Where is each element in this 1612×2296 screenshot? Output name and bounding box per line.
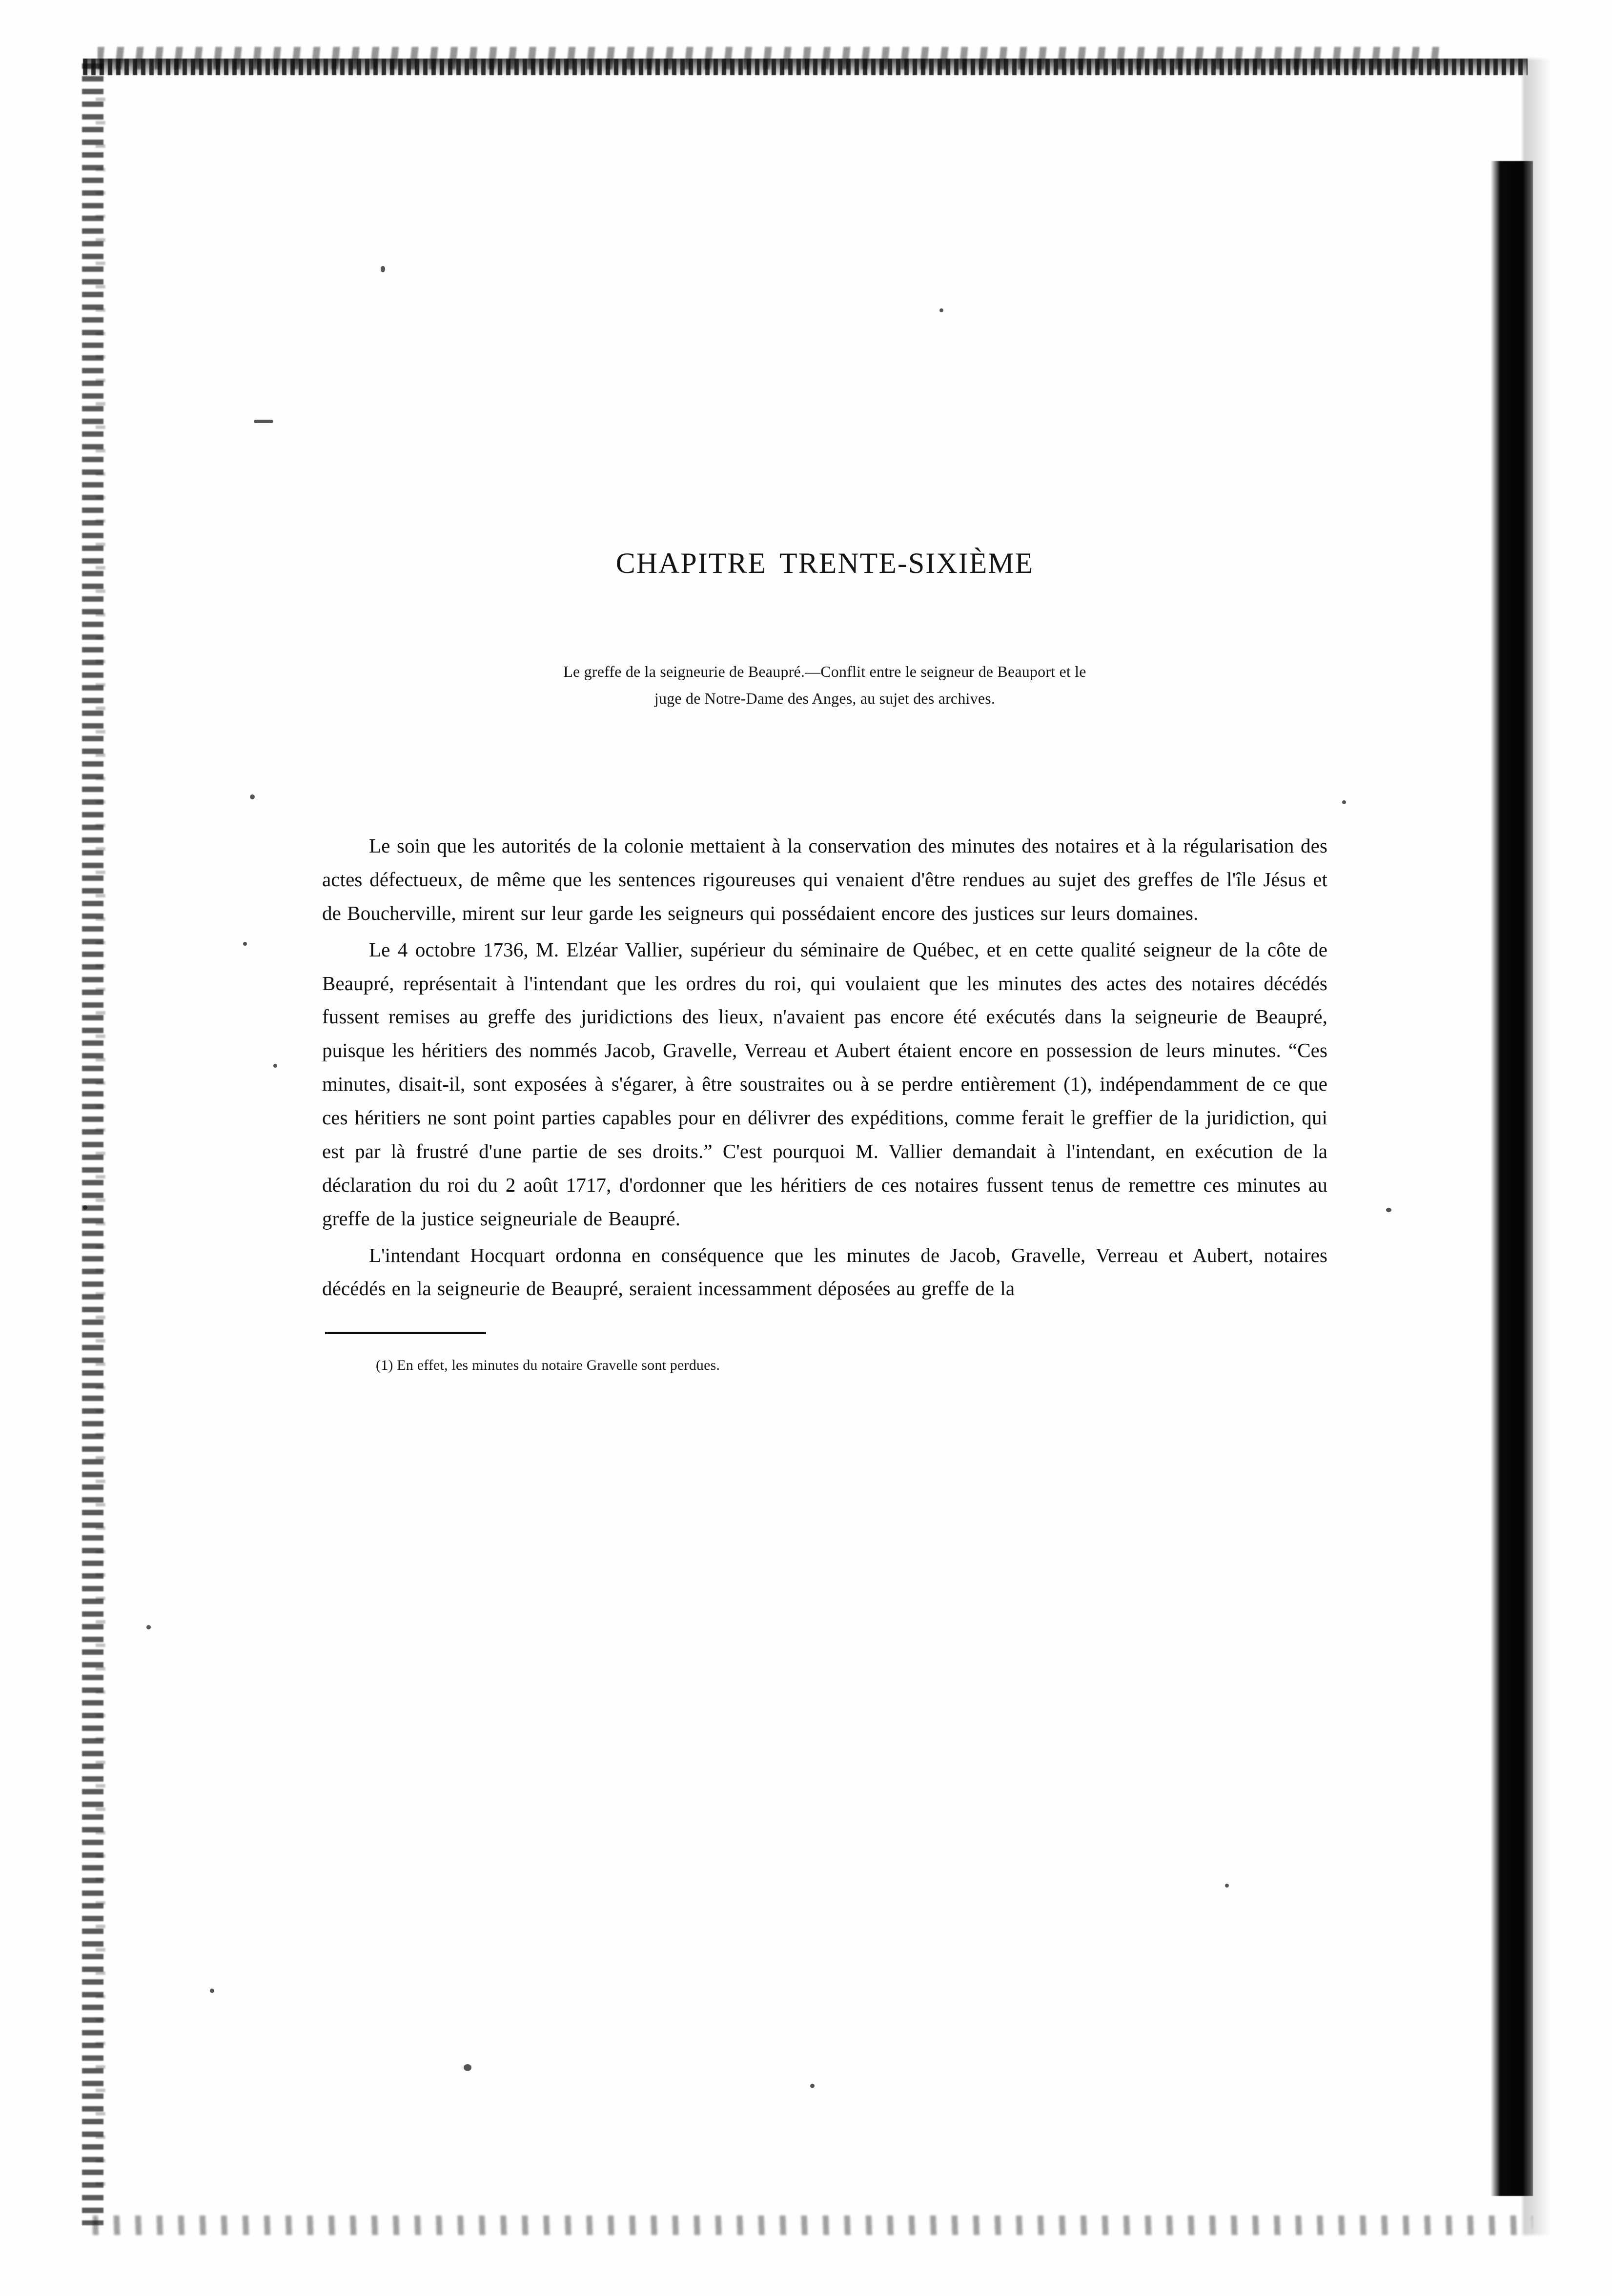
scan-speck: [810, 2084, 815, 2088]
scan-speck: [146, 1625, 151, 1629]
scan-speck: [939, 308, 943, 312]
body-paragraph: L'intendant Hocquart ordonna en conséquence que les minutes de Jacob, Gravelle, Verreau et Aubert, notaires décédés en la seigneurie de Beaupré, seraient incessamment déposées au greffe de la: [322, 1243, 1327, 1300]
scan-speck: [210, 1989, 214, 1993]
body-paragraph: Le soin que les autorités de la colonie mettaient à la conservation des minutes des notaires et à la régularisation des actes défectueux, de même que les sentences rigoureuses qui venaient d'être rendues au sujet des greffes de l'île Jésus et de Boucherville, mirent sur leur garde les seigneurs qui possédaient encore des justices sur leurs domaines.: [322, 834, 1327, 924]
page-text-column: [322, 547, 1327, 1377]
scan-speck: [250, 794, 255, 799]
scan-speck: [464, 2064, 471, 2071]
chapter-summary-line-1: Le greffe de la seigneurie de Beaupré.—Conflit entre le seigneur de Beauport et le: [563, 663, 1086, 680]
scan-speck: [254, 420, 273, 423]
body-paragraph: Le 4 octobre 1736, M. Elzéar Vallier, supérieur du séminaire de Québec, et en cette qualité seigneur de la côte de Beaupré, représentait à l'intendant que les ordres du roi, qui voulaient que les minutes des actes des notaires décédés fussent remises au greffe des juridictions des lieux, n'avaient pas encore été exécutés dans la seigneurie de Beaupré, puisque les héritiers des nommés Jacob, Gravelle, Verreau et Aubert étaient encore en possession de leurs minutes. “Ces minutes, disait-il, sont exposées à s'égarer, à être soustraites ou à se perdre entièrement (1), indépendamment de ce que ces héritiers ne sont point parties capables pour en délivrer des expéditions, comme ferait le greffier de la juridiction, qui est par là frustré d'une partie de ses droits.” C'est pourquoi M. Vallier demandait à l'intendant, en exécution de la déclaration du roi du 2 août 1717, d'ordonner que les héritiers de ces notaires fussent tenus de remettre ces minutes au greffe de la justice seigneuriale de Beaupré.: [322, 938, 1327, 1230]
scan-speck: [381, 266, 385, 272]
footnote-text: (1) En effet, les minutes du notaire Gravelle sont perdues.: [376, 1357, 720, 1374]
scan-artifact-left-specks: [96, 98, 105, 2196]
scan-speck: [273, 1064, 277, 1068]
scan-speck: [1386, 1208, 1391, 1212]
scan-artifact-top-edge: [83, 59, 1528, 75]
scan-artifact-bottom-edge: [93, 2215, 1532, 2235]
scan-speck: [1225, 1884, 1229, 1888]
scan-speck: [1342, 800, 1346, 804]
scan-speck: [243, 942, 247, 946]
chapter-summary: [381, 658, 1269, 712]
footnote-separator: [325, 1332, 486, 1334]
chapter-summary-line-2: juge de Notre-Dame des Anges, au sujet des archives.: [654, 690, 996, 708]
scan-artifact-gutter-dark: [1491, 161, 1533, 2196]
chapter-title: CHAPITRE TRENTE-SIXIÈME: [615, 547, 1034, 579]
scan-speck: [83, 1205, 87, 1210]
